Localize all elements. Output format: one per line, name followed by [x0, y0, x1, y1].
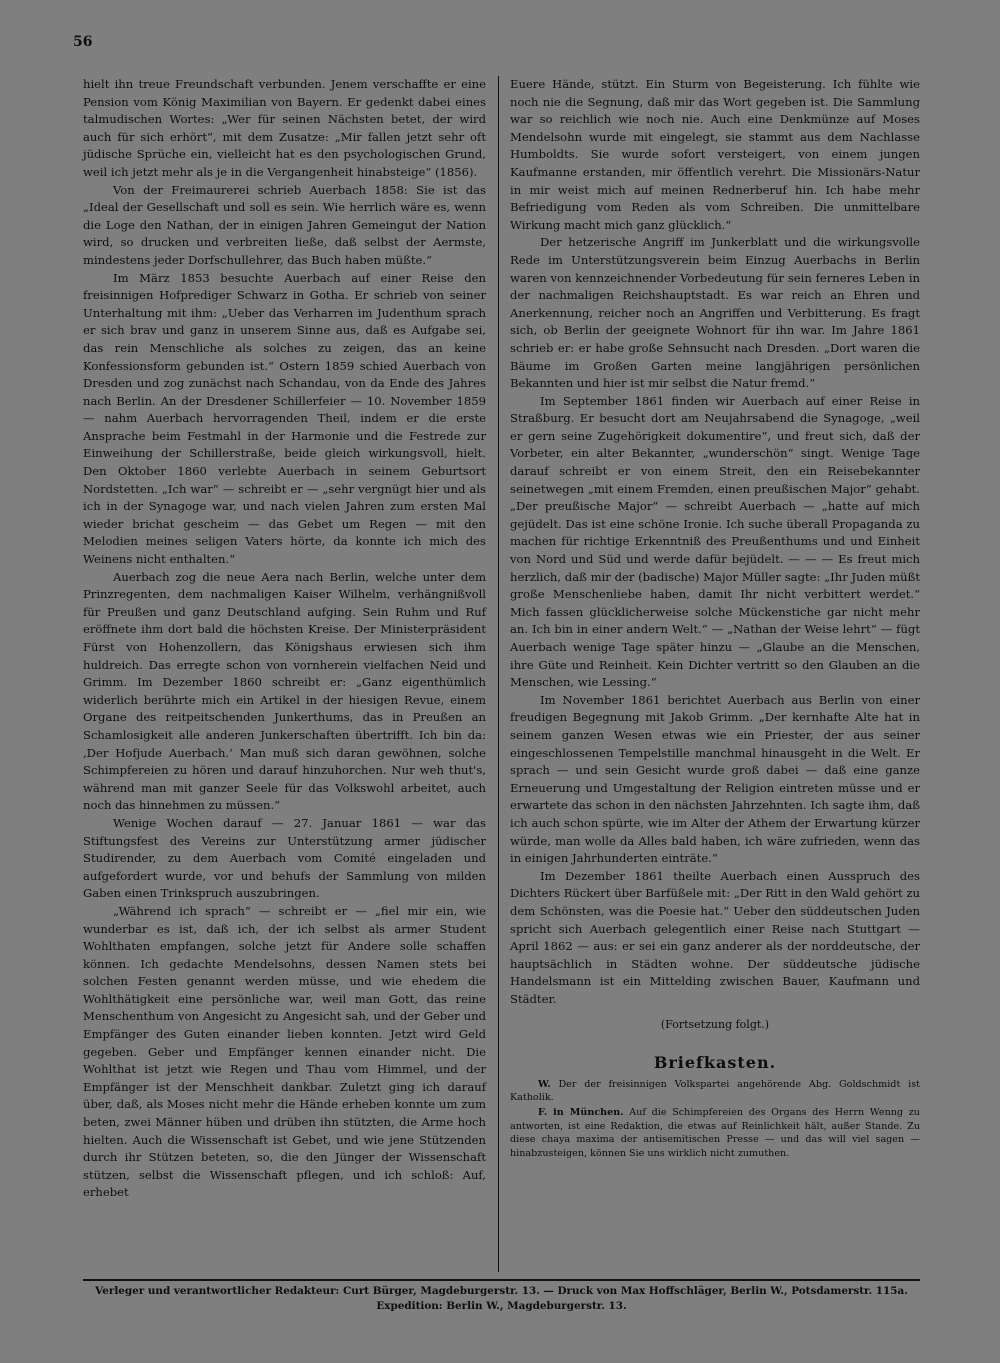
mailbox: [510, 1078, 920, 1160]
paragraph: „Während ich sprach“ — schreibt er — „fiel mir ein, wie wunderbar es ist, daß ich, der ich selbst als armer Student Wohlthaten empfangen, solche jetzt für Andere solle schaffen können. Ich gedachte Mendelsohns, dessen Namen stets bei solchen Festen genannt werden müsse, und wie ehedem die Wohlthätigkeit eine persönliche war, weil man Gott, das reine Menschenthum von Angesicht zu Angesicht sah, und der Geber und Empfänger des Guten einander lieben konnten. Jetzt wird Geld gegeben. Geber und Empfänger kennen einander nicht. Die Wohlthat ist jetzt wie Regen und Thau vom Himmel, und der Empfänger ist der Menschheit dankbar. Zuletzt ging ich darauf über, daß, als Moses nicht mehr die Hände erheben konnte um zum beten, zwei Männer hüben und drüben ihn stützten, die Arme hoch hielten. Auch die Wissenschaft ist Gebet, und wie jene Stützenden durch ihr Stützen beteten, so, die den Jünger der Wissenschaft stützen, selbst die Wissenschaft pflegen, und ich schloß: Auf, erhebet: [83, 903, 486, 1200]
mailbox-addressee: W.: [538, 1078, 551, 1090]
mailbox-entry: [510, 1078, 920, 1105]
mailbox-text: Der der freisinnigen Volkspartei angehörende Abg. Goldschmidt ist Katholik.: [510, 1078, 920, 1104]
expedition-line: Expedition: Berlin W., Magdeburgerstr. 13.: [376, 1300, 627, 1312]
page-number: 56: [73, 34, 93, 50]
paragraph: Auerbach zog die neue Aera nach Berlin, welche unter dem Prinzregenten, dem nachmaligen Kaiser Wilhelm, verhängnißvoll für Preußen und ganz Deutschland aufging. Sein Ruhm und Ruf eröffnete ihm dort bald die höchsten Kreise. Der Ministerpräsident Fürst von Hohenzollern, das Königshaus erwiesen sich ihm huldreich. Das erregte schon von vornherein vielfachen Neid und Grimm. Im Dezember 1860 schreibt er: „Ganz eigenthümlich widerlich berührte mich ein Artikel in der hiesigen Revue, einem Organe des reitpeitschenden Junkerthums, das in Preußen an Schamlosigkeit alle anderen Junkerschaften übertrifft. Ich bin da: ‚Der Hofjude Auerbach.‘ Man muß sich daran gewöhnen, solche Schimpfereien zu hören und darauf hinzuhorchen. Nur weh thut's, während man mit ganzer Seele für das Volkswohl arbeitet, auch noch das hinnehmen zu müssen.“: [83, 569, 486, 813]
left-column: [83, 76, 486, 1202]
imprint-line: Verleger und verantwortlicher Redakteur: Curt Bürger, Magdeburgerstr. 13. — Druck von Max Hoffschläger, Berlin W., Potsdamerstr. 115a.: [95, 1285, 908, 1297]
paragraph: hielt ihn treue Freundschaft verbunden. Jenem verschaffte er eine Pension vom König Maximilian von Bayern. Er gedenkt dabei eines talmudischen Wortes: „Wer für seinen Nächsten betet, der wird auch für sich erhört“, mit dem Zusatze: „Mir fallen jetzt sehr oft jüdische Sprüche ein, vielleicht hat es den psychologischen Grund, weil ich jetzt mehr als je in die Vergangenheit hinabsteige“ (1856).: [83, 77, 486, 179]
mailbox-entry: [510, 1106, 920, 1160]
paragraph: Im Dezember 1861 theilte Auerbach einen Ausspruch des Dichters Rückert über Barfüßele mit: „Der Ritt in den Wald gehört zu dem Schönsten, was die Poesie hat.“ Ueber den süddeutschen Juden spricht sich Auerbach gelegentlich einer Reise nach Stuttgart — April 1862 — aus: er sei ein ganz anderer als der norddeutsche, der hauptsächlich in Städten wohne. Der süddeutsche jüdische Handelsmann ist ein Mittelding zwischen Bauer, Kaufmann und Städter.: [510, 868, 920, 1006]
mailbox-text: Auf die Schimpfereien des Organs des Herrn Wenng zu antworten, ist eine Redaktion, die etwas auf Reinlichkeit hält, außer Stande. Zu diese chaya maxima der antisemitischen Presse — und das will viel sagen — hinabzusteigen, können Sie uns wirklich nicht zumuthen.: [510, 1107, 920, 1159]
footer-imprint: [83, 1284, 920, 1314]
mailbox-title: Briefkasten.: [653, 1053, 777, 1073]
paragraph: Von der Freimaurerei schrieb Auerbach 1858: Sie ist das „Ideal der Gesellschaft und soll es sein. Wie herrlich wäre es, wenn die Loge den Nathan, der in einigen Jahren Gemeingut der Nation wird, so drucken und verbreiten ließe, daß selbst der Aermste, mindestens jeder Dorfschullehrer, das Buch haben müßte.“: [83, 182, 486, 267]
mailbox-addressee: F. in München.: [538, 1107, 624, 1119]
paragraph: Wenige Wochen darauf — 27. Januar 1861 — war das Stiftungsfest des Vereins zur Unterstützung armer jüdischer Studirender, zu dem Auerbach vom Comité eingeladen und aufgefordert wurde, vor und behufs der Sammlung von milden Gaben einen Trinkspruch auszubringen.: [83, 815, 486, 901]
paragraph: Im März 1853 besuchte Auerbach auf einer Reise den freisinnigen Hofprediger Schwarz in Gotha. Er schrieb von seiner Unterhaltung mit ihm: „Ueber das Verharren im Judenthum sprach er sich brav und ganz in unserem Sinne aus, daß es Aufgabe sei, das rein Menschliche als solches zu zeigen, das an keine Konfessionsform gebunden ist.“ Ostern 1859 schied Auerbach von Dresden und zog zunächst nach Schandau, von da Ende des Jahres nach Berlin. An der Dresdener Schillerfeier — 10. November 1859 — nahm Auerbach hervorragenden Theil, indem er die erste Ansprache beim Festmahl in der Harmonie und die Festrede zur Einweihung der Schillerstraße, beide gleich wirkungsvoll, hielt. Den Oktober 1860 verlebte Auerbach in seinem Geburtsort Nordstetten. „Ich war“ — schreibt er — „sehr vergnügt hier und als ich in der Synagoge war, und nach vielen Jahren zum ersten Mal wieder brichat gescheim — das Gebet um Regen — mit den Melodien meines seligen Vaters hörte, da konnte ich mich des Weinens nicht enthalten.“: [83, 270, 486, 567]
right-column: [510, 76, 920, 1162]
paragraph: Euere Hände, stützt. Ein Sturm von Begeisterung. Ich fühlte wie noch nie die Segnung, daß mir das Wort gegeben ist. Die Sammlung war so reichlich wie noch nie. Auch eine Denkmünze auf Moses Mendelsohn wurde mit eingelegt, sie stammt aus dem Nachlasse Humboldts. Sie wurde sofort versteigert, von einem jungen Kaufmanne erstanden, mir öffentlich verehrt. Die Missionärs-Natur in mir weist mich auf meinen Rednerberuf hin. Ich habe mehr Befriedigung vom Reden als vom Schreiben. Die unmittelbare Wirkung macht mich ganz glücklich.“: [510, 77, 920, 232]
continuation-note: (Fortsetzung folgt.): [660, 1018, 770, 1032]
paragraph: Der hetzerische Angriff im Junkerblatt und die wirkungsvolle Rede im Unterstützungsverein beim Einzug Auerbachs in Berlin waren von kennzeichnender Vorbedeutung für sein ferneres Leben in der nachmaligen Reichshauptstadt. Es war reich an Ehren und Anerkennung, reicher noch an Angriffen und Verbitterung. Es fragt sich, ob Berlin der geeignete Wohnort für ihn war. Im Jahre 1861 schrieb er: er habe große Sehnsucht nach Dresden. „Dort waren die Bäume im Großen Garten meine langjährigen persönlichen Bekannten und hier ist mir selbst die Natur fremd.“: [510, 235, 920, 391]
paragraph: Im November 1861 berichtet Auerbach aus Berlin von einer freudigen Begegnung mit Jakob Grimm. „Der kernhafte Alte hat in seinem ganzen Wesen etwas wie ein Priester, der aus seiner eingeschlossenen Tempelstille manchmal hinausgeht in die Welt. Er sprach — und sein Gesicht wurde groß dabei — daß eine ganze Erneuerung und Umgestaltung der Religion eintreten müsse und er erwartete das schon in den nächsten Jahrzehnten. Ich sagte ihm, daß ich auch schon spürte, wie im Alter der Athem der Erwartung kürzer würde, man wolle da Alles bald haben, ich wäre zufrieden, wenn das in einigen Jahrhunderten einträte.“: [510, 692, 920, 866]
footer-rule: [83, 1279, 920, 1281]
column-divider: [498, 76, 499, 1272]
paragraph: Im September 1861 finden wir Auerbach auf einer Reise in Straßburg. Er besucht dort am Neujahrsabend die Synagoge, „weil er gern seine Zugehörigkeit dokumentire“, und freut sich, daß der Vorbeter, ein alter Bekannter, „wunderschön“ singt. Wenige Tage darauf schreibt er von einem Streit, den ein Reisebekannter seinetwegen „mit einem Fremden, einen preußischen Major“ gehabt. „Der preußische Major“ — schreibt Auerbach — „hatte auf mich gejüdelt. Das ist eine schöne Ironie. Ich suche überall Propaganda zu machen für richtige Erkenntniß des Preußenthums und und Einheit von Nord und Süd und werde dafür bejüdelt. — — — Es freut mich herzlich, daß mir der (badische) Major Müller sagte: „Ihr Juden müßt große Menschenliebe haben, damit Ihr nicht verbittert werdet.“ Mich fassen glücklicherweise solche Mückenstiche gar nicht mehr an. Ich bin in einer andern Welt.“ — „Nathan der Weise lehrt“ — fügt Auerbach wenige Tage später hinzu — „Glaube an die Menschen, ihre Güte und Reinheit. Kein Dichter vertritt so den Glauben an die Menschen, wie Lessing.“: [510, 393, 920, 690]
